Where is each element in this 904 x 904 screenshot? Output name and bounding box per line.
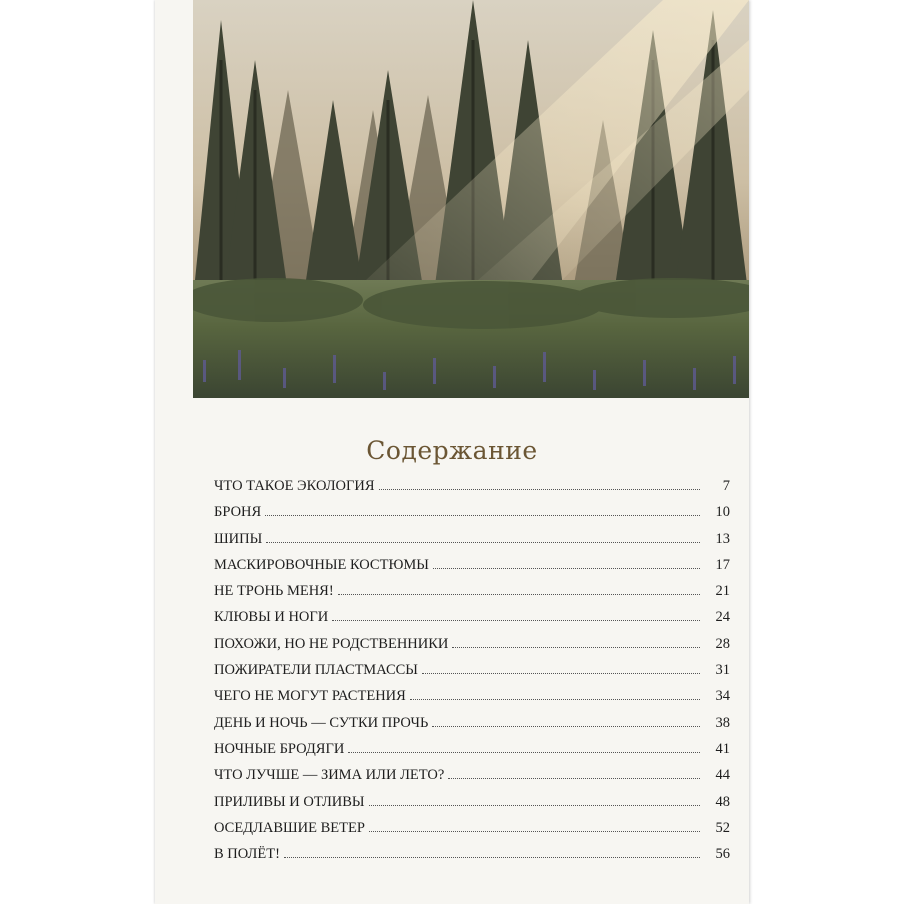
toc-entry[interactable] <box>214 688 730 714</box>
toc-entry-page: 13 <box>715 530 730 547</box>
forest-photo <box>193 0 749 398</box>
toc-entry[interactable] <box>214 636 730 662</box>
toc-entry-page: 34 <box>715 688 730 705</box>
toc-entry-page: 17 <box>715 556 730 573</box>
toc-entry-label: В ПОЛЁТ! <box>214 846 280 863</box>
toc-entry[interactable] <box>214 820 730 846</box>
toc-leader-dots <box>338 594 700 595</box>
toc-title: Содержание <box>366 436 538 465</box>
toc-entry-label: ПРИЛИВЫ И ОТЛИВЫ <box>214 793 365 810</box>
toc-leader-dots <box>369 805 700 806</box>
toc-entry-label: ЧТО ЛУЧШЕ — ЗИМА ИЛИ ЛЕТО? <box>214 767 445 784</box>
toc-entry-label: ПОХОЖИ, НО НЕ РОДСТВЕННИКИ <box>214 635 449 652</box>
toc-entry-page: 7 <box>722 478 730 494</box>
toc-leader-dots <box>422 673 700 674</box>
toc-entry[interactable] <box>214 846 730 872</box>
toc-entry-page: 38 <box>715 714 730 731</box>
toc-entry-label: БРОНЯ <box>214 504 262 521</box>
toc-entry-label: МАСКИРОВОЧНЫЕ КОСТЮМЫ <box>214 556 429 573</box>
toc-entry-label: ЧЕГО НЕ МОГУТ РАСТЕНИЯ <box>214 688 406 705</box>
toc-entry-label: НОЧНЫЕ БРОДЯГИ <box>214 740 345 757</box>
toc-entry-page: 52 <box>715 819 730 836</box>
toc-entry[interactable] <box>214 531 730 557</box>
toc-entry-label: НЕ ТРОНЬ МЕНЯ! <box>214 583 334 600</box>
toc-entry[interactable] <box>214 557 730 583</box>
forest-illustration <box>193 0 749 398</box>
toc-leader-dots <box>379 489 700 490</box>
toc-entry[interactable] <box>214 609 730 635</box>
toc-leader-dots <box>452 647 700 648</box>
toc-entry-label: ЧТО ТАКОЕ ЭКОЛОГИЯ <box>214 478 375 494</box>
toc-list <box>214 478 730 872</box>
toc-entry-page: 31 <box>715 662 730 679</box>
toc-leader-dots <box>266 542 700 543</box>
toc-entry-page: 24 <box>715 609 730 626</box>
toc-entry-page: 28 <box>715 635 730 652</box>
toc-leader-dots <box>348 752 700 753</box>
toc-entry[interactable] <box>214 741 730 767</box>
toc-leader-dots <box>448 778 700 779</box>
toc-entry[interactable] <box>214 794 730 820</box>
toc-entry-label: КЛЮВЫ И НОГИ <box>214 609 329 626</box>
toc-entry-page: 48 <box>715 793 730 810</box>
toc-leader-dots <box>284 857 700 858</box>
book-page <box>155 0 749 904</box>
toc-leader-dots <box>433 568 700 569</box>
toc-entry-label: ОСЕДЛАВШИЕ ВЕТЕР <box>214 819 365 836</box>
toc-entry[interactable] <box>214 583 730 609</box>
toc-entry[interactable] <box>214 662 730 688</box>
toc-leader-dots <box>332 620 700 621</box>
toc-entry-page: 44 <box>715 767 730 784</box>
toc-entry-page: 21 <box>715 583 730 600</box>
toc-leader-dots <box>410 699 700 700</box>
toc-entry-label: ДЕНЬ И НОЧЬ — СУТКИ ПРОЧЬ <box>214 714 429 731</box>
toc-entry-page: 56 <box>715 846 730 863</box>
toc-entry[interactable] <box>214 478 730 504</box>
toc-leader-dots <box>369 831 700 832</box>
toc-entry-page: 10 <box>715 504 730 521</box>
toc-entry[interactable] <box>214 767 730 793</box>
toc-entry[interactable] <box>214 504 730 530</box>
toc-entry-page: 41 <box>715 740 730 757</box>
toc-leader-dots <box>265 515 700 516</box>
toc-entry-label: ШИПЫ <box>214 530 263 547</box>
toc-leader-dots <box>432 726 700 727</box>
toc-entry-label: ПОЖИРАТЕЛИ ПЛАСТМАССЫ <box>214 662 418 679</box>
toc-entry[interactable] <box>214 715 730 741</box>
